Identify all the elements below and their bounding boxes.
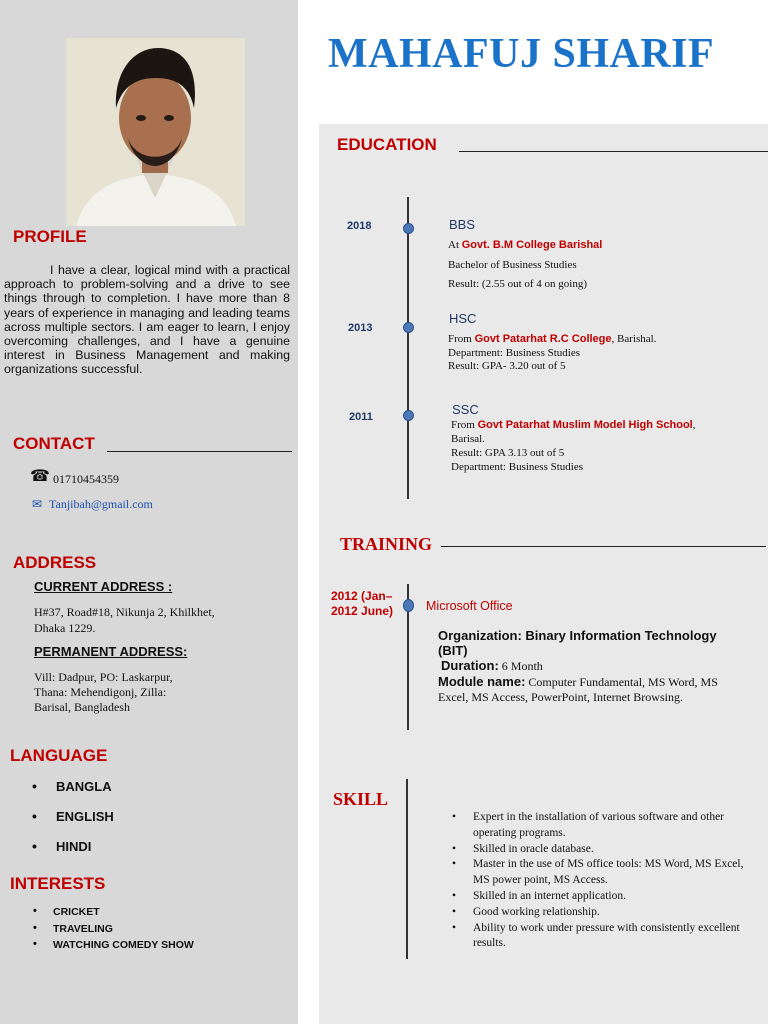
edu-detail: Department: Business Studies: [451, 461, 583, 473]
permanent-address-line3: Barisal, Bangladesh: [34, 700, 130, 714]
edu-institution: Govt. B.M College Barishal: [461, 239, 603, 251]
profile-heading: PROFILE: [13, 227, 87, 246]
edu-suffix: ,: [692, 419, 696, 431]
edu-institution-line: [451, 418, 695, 432]
list-item: • Master in the use of MS office tools: MS Word, MS Excel, MS power point, MS Access.: [473, 857, 748, 889]
list-item: • Ability to work under pressure with consistently excellent results.: [473, 921, 748, 953]
skill-timeline-line: [406, 779, 408, 959]
current-address-label: CURRENT ADDRESS :: [34, 579, 173, 594]
avatar: [66, 38, 245, 226]
edu-detail: Department: Business Studies: [448, 347, 580, 359]
duration-value: 6 Month: [498, 659, 543, 673]
edu-prefix: From: [451, 419, 478, 431]
training-period-start: 2012 (Jan–: [331, 589, 393, 603]
training-period-end: 2012 June): [331, 604, 394, 618]
language-list: [56, 779, 114, 869]
training-organization: [438, 628, 717, 658]
list-item: • HINDI: [56, 839, 114, 869]
list-item: • WATCHING COMEDY SHOW: [53, 939, 194, 956]
org-value: Binary Information Technology: [521, 628, 717, 643]
education-heading: EDUCATION: [337, 135, 437, 154]
skill-heading: SKILL: [333, 789, 389, 809]
training-course: Microsoft Office: [426, 599, 513, 613]
edu-suffix: , Barishal.: [611, 333, 657, 345]
permanent-address-line1: Vill: Dadpur, PO: Laskarpur,: [34, 670, 173, 684]
edu-detail: Bachelor of Business Studies: [448, 259, 577, 271]
org-value-abbr: (BIT): [438, 643, 468, 658]
education-timeline-line: [407, 197, 409, 499]
module-value-cont: Excel, MS Access, PowerPoint, Internet Browsing.: [438, 690, 683, 704]
skill-list: [473, 810, 748, 952]
list-item: • Skilled in an internet application.: [473, 889, 748, 905]
contact-divider: [107, 451, 292, 452]
edu-result: Result: GPA- 3.20 out of 5: [448, 360, 566, 372]
list-item: • TRAVELING: [53, 923, 194, 940]
timeline-dot: [403, 223, 414, 234]
edu-year: 2018: [347, 220, 372, 232]
edu-year: 2013: [348, 322, 373, 334]
contact-phone: 01710454359: [53, 472, 119, 486]
module-label: Module name:: [438, 674, 526, 689]
org-label: Organization:: [438, 628, 522, 643]
candidate-name: MAHAFUJ SHARIF: [328, 31, 715, 77]
contact-email[interactable]: Tanjibah@gmail.com: [49, 497, 153, 511]
duration-label: Duration:: [441, 658, 499, 673]
current-address-line2: Dhaka 1229.: [34, 621, 96, 635]
timeline-dot: [403, 322, 414, 333]
education-divider: [459, 151, 768, 152]
interests-list: [53, 906, 194, 956]
timeline-dot: [403, 410, 414, 421]
training-modules: [438, 674, 748, 705]
edu-institution-line: [448, 238, 602, 252]
edu-result: Result: (2.55 out of 4 on going): [448, 278, 588, 290]
training-divider: [441, 546, 766, 547]
edu-prefix: From: [448, 333, 475, 345]
timeline-dot: [403, 599, 414, 612]
edu-prefix: At: [448, 239, 462, 251]
telephone-icon: ☎: [30, 468, 50, 485]
training-period: [331, 589, 393, 619]
edu-result: Result: GPA 3.13 out of 5: [451, 447, 565, 459]
profile-text: I have a clear, logical mind with a practical approach to problem-solving and a drive to see things through to completion. I have more than 8 years of experience in managing and leading teams across multiple sectors. I am eager to learn, I enjoy overcoming challenges, and I have a genuine interest in Business Management and making organizations successful.: [4, 263, 290, 377]
list-item: • BANGLA: [56, 779, 114, 809]
envelope-icon: ✉: [32, 497, 43, 511]
address-heading: ADDRESS: [13, 553, 97, 572]
edu-degree: SSC: [452, 402, 479, 417]
edu-degree: HSC: [449, 311, 477, 326]
list-item: • Good working relationship.: [473, 905, 748, 921]
list-item: • Skilled in oracle database.: [473, 842, 748, 858]
permanent-address-label: PERMANENT ADDRESS:: [34, 644, 188, 659]
edu-year: 2011: [349, 411, 373, 423]
edu-institution: Govt Patarhat R.C College: [474, 333, 612, 345]
edu-institution: Govt Patarhat Muslim Model High School: [477, 419, 693, 431]
language-heading: LANGUAGE: [10, 746, 108, 765]
permanent-address-line2: Thana: Mehendigonj, Zilla:: [34, 685, 167, 699]
training-duration: [441, 658, 543, 674]
list-item: • Expert in the installation of various software and other operating programs.: [473, 810, 748, 842]
list-item: • CRICKET: [53, 906, 194, 923]
edu-degree: BBS: [449, 217, 476, 232]
module-value: Computer Fundamental, MS Word, MS: [525, 675, 718, 689]
training-heading: TRAINING: [340, 534, 433, 554]
profile-photo: [66, 38, 245, 226]
current-address-line1: H#37, Road#18, Nikunja 2, Khilkhet,: [34, 605, 215, 619]
contact-heading: CONTACT: [13, 434, 95, 453]
list-item: • ENGLISH: [56, 809, 114, 839]
edu-institution-line: [448, 332, 656, 346]
interests-heading: INTERESTS: [10, 874, 106, 893]
edu-location: Barisal.: [451, 433, 485, 445]
